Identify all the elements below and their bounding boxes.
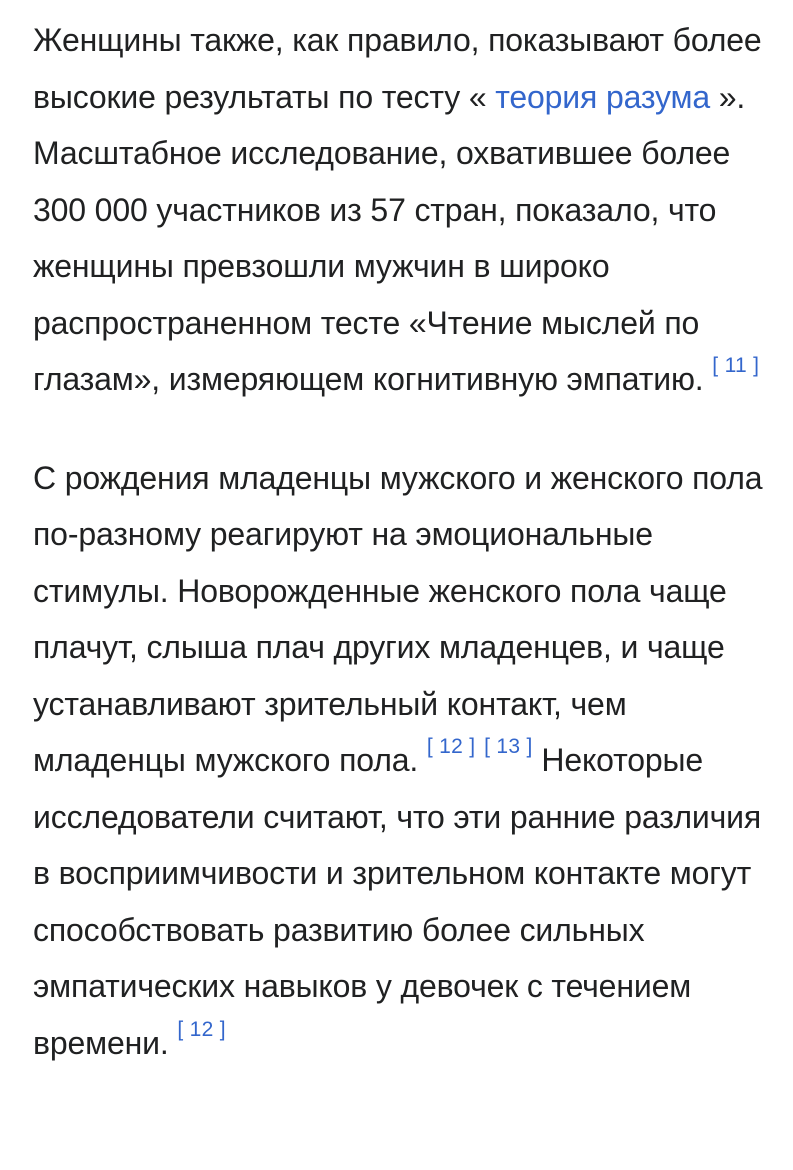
paragraph-text: С рождения младенцы мужского и женского пола по-разному реагируют на эмоциональные стимулы. Новорожденные женского пола чаще плачут, слыша плач других младенцев, и чаще устанавливают зрительный контакт, чем младенцы мужского пола. xyxy=(33,459,763,778)
paragraph-women-theory-of-mind xyxy=(33,12,778,408)
paragraph-text: ». Масштабное исследование, охватившее более 300 000 участников из 57 стран, показало, что женщины превзошли мужчин в широко распространенном тесте «Чтение мыслей по глазам», измеряющем когнитивную эмпатию. xyxy=(33,78,746,397)
reference-13[interactable]: [ 13 ] xyxy=(484,735,533,758)
theory-of-mind-link[interactable]: теория разума xyxy=(495,78,711,115)
paragraph-text: Женщины также, как правило, показывают более высокие результаты по тесту « xyxy=(33,22,762,115)
paragraph-infants-emotional-stimuli xyxy=(33,450,778,1072)
reference-11[interactable]: [ 11 ] xyxy=(712,354,760,377)
reference-12-second[interactable]: [ 12 ] xyxy=(177,1017,226,1041)
paragraph-text: Некоторые исследователи считают, что эти ранние различия в восприимчивости и зрительном контакте могут способствовать развитию более сильных эмпатических навыков у девочек с течением времени. xyxy=(33,742,762,1061)
reference-12[interactable]: [ 12 ] xyxy=(426,735,476,758)
